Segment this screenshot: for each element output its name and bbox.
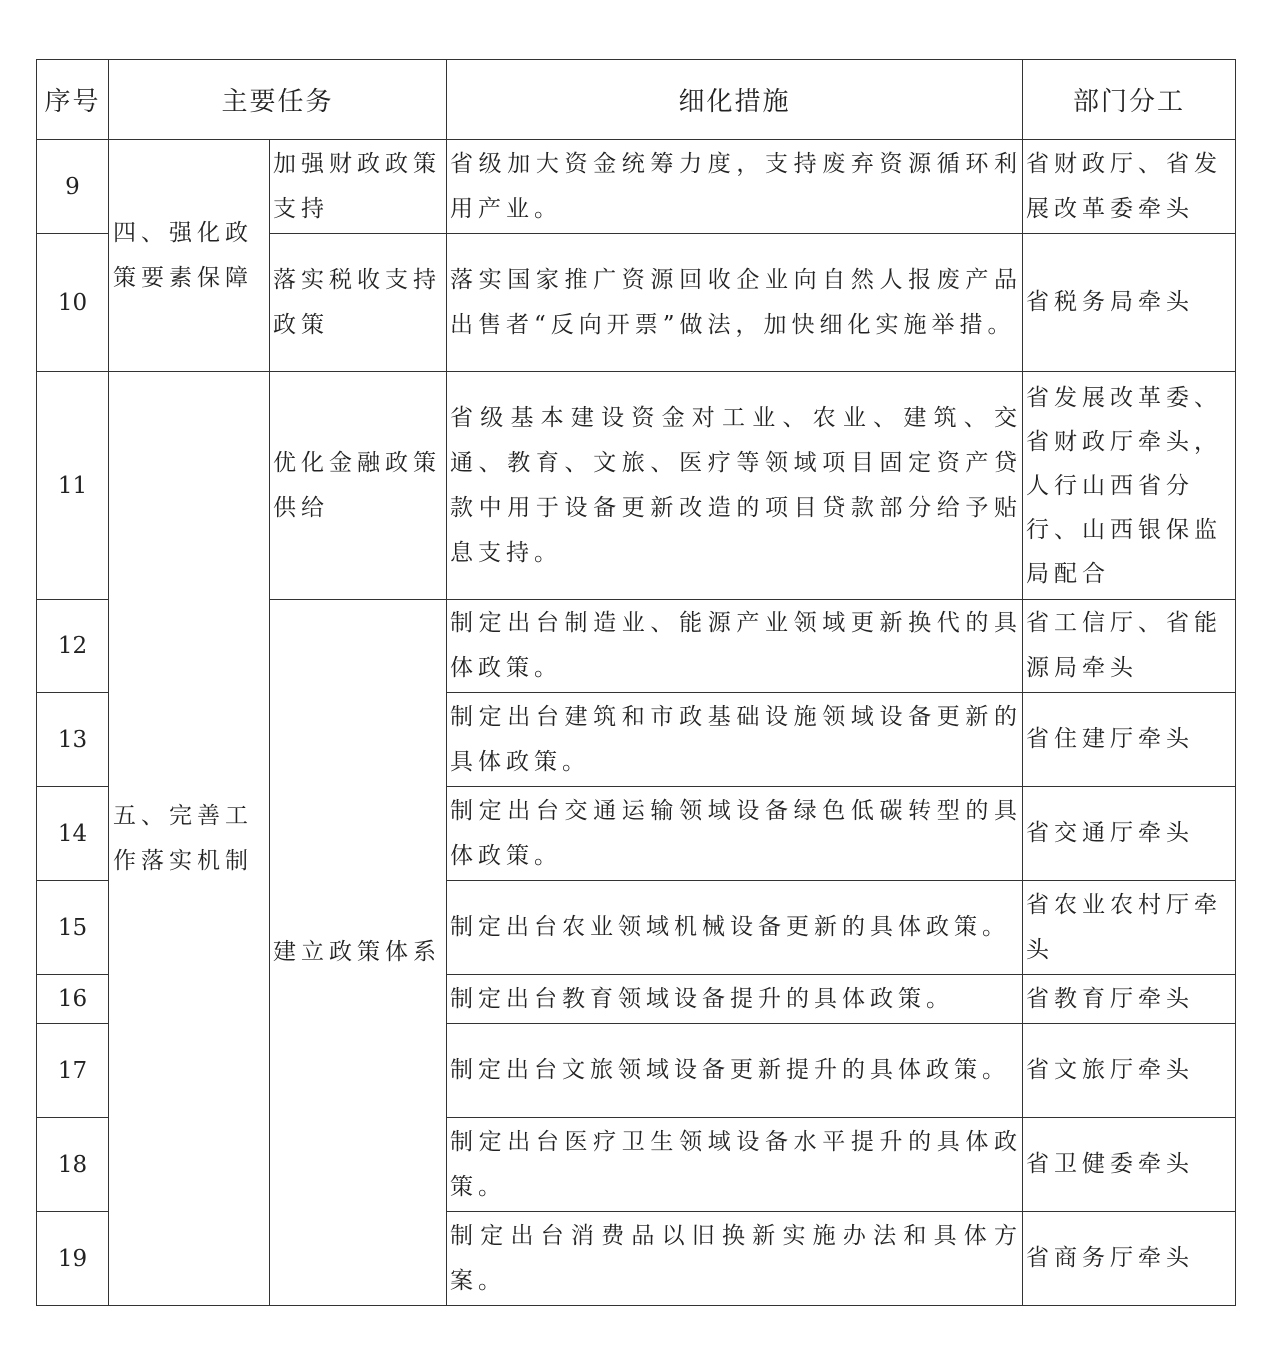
row-seq: 11: [37, 372, 109, 600]
dept-cell: 省教育厅牵头: [1023, 975, 1236, 1024]
table-row: [37, 372, 1236, 600]
measure-cell: 制定出台医疗卫生领域设备水平提升的具体政策。: [447, 1118, 1023, 1212]
row-seq: 17: [37, 1024, 109, 1118]
measure-cell: 制定出台教育领域设备提升的具体政策。: [447, 975, 1023, 1024]
dept-cell: 省住建厅牵头: [1023, 693, 1236, 787]
measure-cell: 制定出台消费品以旧换新实施办法和具体方案。: [447, 1212, 1023, 1306]
dept-cell: 省发展改革委、省财政厅牵头，人行山西省分行、山西银保监局配合: [1023, 372, 1236, 600]
dept-cell: 省文旅厅牵头: [1023, 1024, 1236, 1118]
measure-cell: 省级基本建设资金对工业、农业、建筑、交通、教育、文旅、医疗等领域项目固定资产贷款中用于设备更新改造的项目贷款部分给予贴息支持。: [447, 372, 1023, 600]
row-seq: 16: [37, 975, 109, 1024]
subtask-cell: 加强财政政策支持: [270, 140, 447, 234]
dept-cell: 省工信厅、省能源局牵头: [1023, 600, 1236, 693]
measure-cell: 落实国家推广资源回收企业向自然人报废产品出售者“反向开票”做法，加快细化实施举措。: [447, 234, 1023, 372]
row-seq: 15: [37, 881, 109, 975]
dept-cell: 省农业农村厅牵头: [1023, 881, 1236, 975]
row-seq: 13: [37, 693, 109, 787]
dept-cell: 省税务局牵头: [1023, 234, 1236, 372]
dept-cell: 省卫健委牵头: [1023, 1118, 1236, 1212]
row-seq: 10: [37, 234, 109, 372]
row-seq: 12: [37, 600, 109, 693]
measure-cell: 制定出台交通运输领域设备绿色低碳转型的具体政策。: [447, 787, 1023, 881]
header-seq: 序号: [37, 60, 109, 140]
dept-cell: 省财政厅、省发展改革委牵头: [1023, 140, 1236, 234]
category-cell: 四、强化政策要素保障: [109, 140, 270, 372]
dept-cell: 省商务厅牵头: [1023, 1212, 1236, 1306]
subtask-cell: 优化金融政策供给: [270, 372, 447, 600]
measure-cell: 制定出台制造业、能源产业领域更新换代的具体政策。: [447, 600, 1023, 693]
measure-cell: 制定出台文旅领域设备更新提升的具体政策。: [447, 1024, 1023, 1118]
row-seq: 9: [37, 140, 109, 234]
subtask-cell: 落实税收支持政策: [270, 234, 447, 372]
subtask-cell: 建立政策体系: [270, 600, 447, 1306]
measure-cell: 制定出台农业领域机械设备更新的具体政策。: [447, 881, 1023, 975]
row-seq: 18: [37, 1118, 109, 1212]
dept-cell: 省交通厅牵头: [1023, 787, 1236, 881]
category-cell: 五、完善工作落实机制: [109, 372, 270, 1306]
measure-cell: 制定出台建筑和市政基础设施领域设备更新的具体政策。: [447, 693, 1023, 787]
table-header-row: [37, 60, 1236, 140]
row-seq: 14: [37, 787, 109, 881]
header-measure: 细化措施: [447, 60, 1023, 140]
row-seq: 19: [37, 1212, 109, 1306]
policy-task-table: [36, 59, 1236, 1306]
header-task: 主要任务: [109, 60, 447, 140]
table-row: [37, 140, 1236, 234]
header-dept: 部门分工: [1023, 60, 1236, 140]
measure-cell: 省级加大资金统筹力度，支持废弃资源循环利用产业。: [447, 140, 1023, 234]
